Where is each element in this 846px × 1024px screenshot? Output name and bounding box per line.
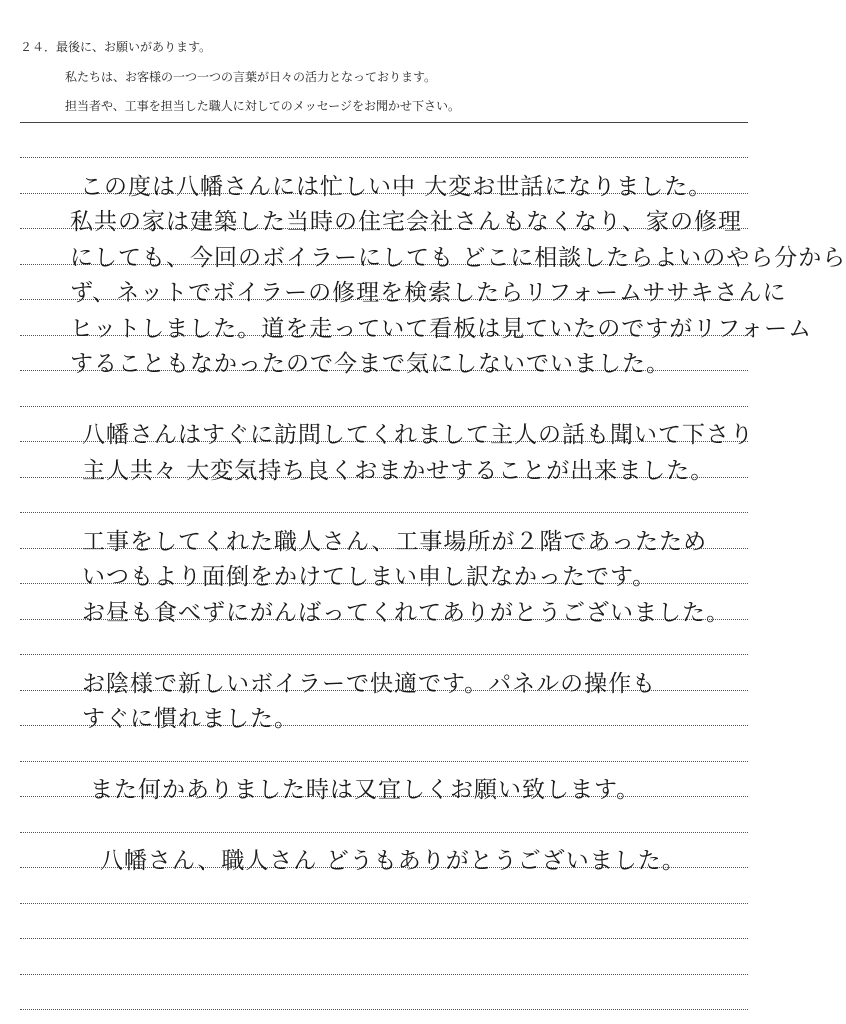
message-line: ヒットしました。道を走っていて看板は見ていたのですがリフォーム (70, 316, 813, 342)
rule-line (20, 157, 748, 158)
rule-line (20, 974, 748, 975)
rule-line (20, 938, 748, 939)
rule-line (20, 761, 748, 762)
message-line: 工事をしてくれた職人さん、工事場所が２階であったため (82, 529, 708, 555)
message-line: この度は八幡さんには忙しい中 大変お世話になりました。 (80, 174, 713, 200)
question-intro: 私たちは、お客様の一つ一つの言葉が日々の活力となっております。 (65, 70, 437, 84)
message-line: また何かありました時は又宜しくお願い致します。 (90, 777, 641, 803)
rule-line (20, 406, 748, 407)
question-title: ２４．最後に、お願いがあります。 (20, 40, 212, 54)
question-prompt: 担当者や、工事を担当した職人に対してのメッセージをお聞かせ下さい。 (65, 99, 461, 113)
message-line: いつもより面倒をかけてしまい申し訳なかったです。 (82, 564, 657, 590)
message-line: 主人共々 大変気持ち良くおまかせすることが出来ました。 (82, 458, 715, 484)
message-line: すぐに慣れました。 (82, 706, 298, 732)
rule-line (20, 832, 748, 833)
message-line: お陰様で新しいボイラーで快適です。パネルの操作も (82, 671, 657, 697)
message-line: お昼も食べずにがんばってくれてありがとうございました。 (82, 600, 730, 626)
message-line: 八幡さん、職人さん どうもありがとうございました。 (100, 848, 686, 874)
rule-line (20, 1009, 748, 1010)
lined-answer-sheet (20, 122, 846, 1022)
rule-line (20, 512, 748, 513)
message-line: 私共の家は建築した当時の住宅会社さんもなくなり、家の修理 (70, 209, 742, 235)
message-line: にしても、今回のボイラーにしても どこに相談したらよいのやら分から (70, 245, 846, 271)
message-line: 八幡さんはすぐに訪問してくれまして主人の話も聞いて下さり (82, 422, 754, 448)
message-line: することもなかったので今まで気にしないでいました。 (70, 351, 670, 377)
rule-line (20, 122, 748, 123)
message-line: ず、ネットでボイラーの修理を検索したらリフォームササキさんに (70, 280, 787, 306)
rule-line (20, 654, 748, 655)
rule-line (20, 903, 748, 904)
